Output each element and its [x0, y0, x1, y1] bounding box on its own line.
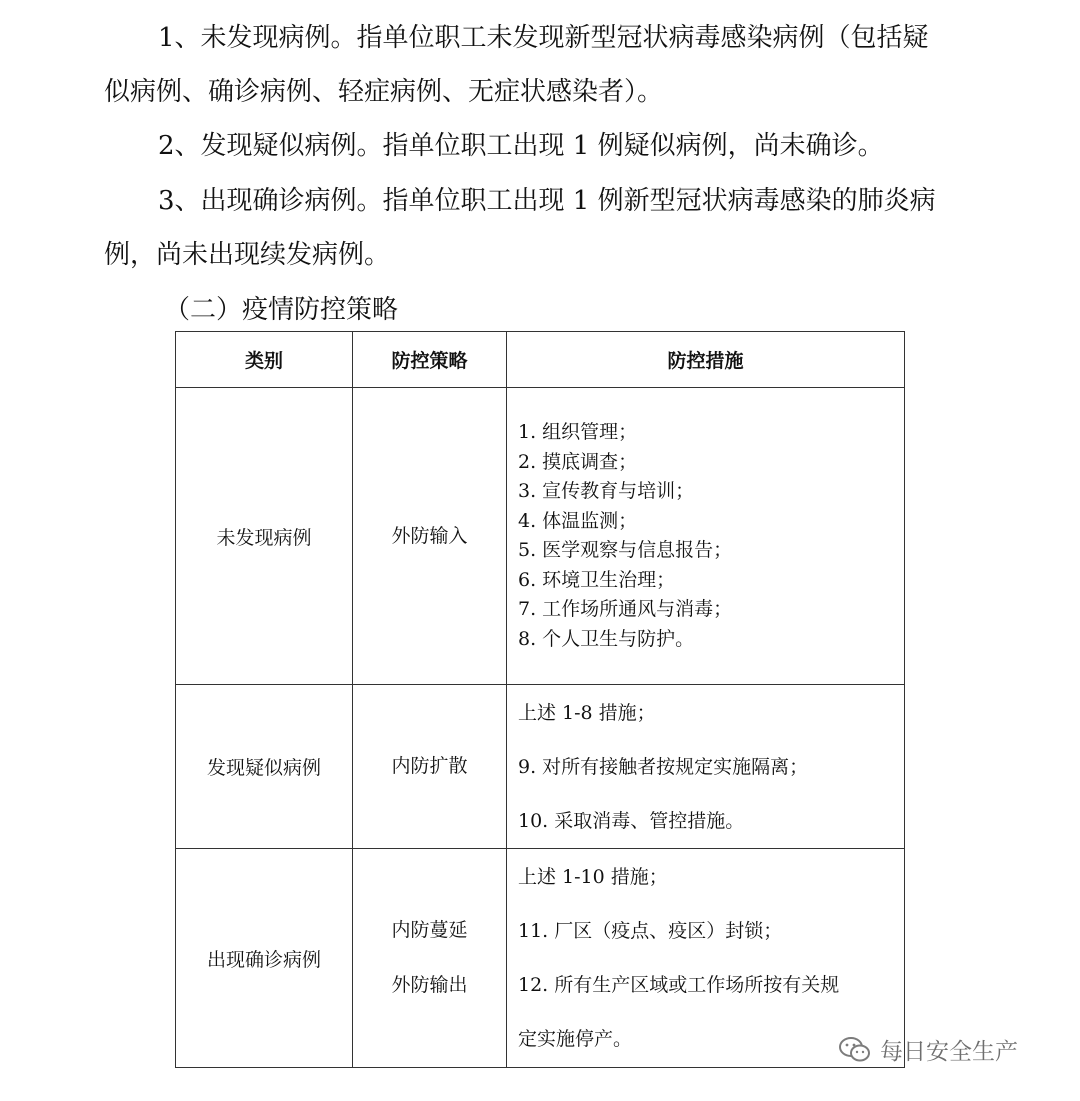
watermark-text: 每日安全生产: [880, 1039, 1018, 1065]
paragraph-3-line-1: 3、出现确诊病例。指单位职工出现 1 例新型冠状病毒感染的肺炎病: [158, 186, 936, 216]
strategy-text: 外防输出: [391, 974, 468, 996]
paragraph-1-line-2: 似病例、确诊病例、轻症病例、无症状感染者）。: [104, 77, 664, 107]
measure-item: 12. 所有生产区域或工作场所按有关规: [518, 974, 840, 996]
measure-item: 8. 个人卫生与防护。: [518, 627, 695, 650]
measure-item: 10. 采取消毒、管控措施。: [518, 809, 745, 832]
paragraph-3: [104, 174, 974, 282]
measure-item: 9. 对所有接触者按规定实施隔离；: [518, 755, 809, 778]
strategy-cell: [353, 388, 507, 685]
strategy-text: 内防扩散: [391, 755, 468, 777]
paragraph-2: [104, 119, 974, 173]
measure-item: 1. 组织管理；: [518, 421, 638, 443]
measure-item: 上述 1-8 措施；: [518, 701, 656, 724]
measure-item: 3. 宣传教育与培训；: [518, 480, 695, 502]
strategy-table: [175, 331, 905, 1068]
strategy-cell: [353, 685, 507, 849]
watermark: [838, 1033, 1018, 1066]
wechat-icon: [838, 1035, 872, 1065]
measure-item: 定实施停产。: [518, 1028, 633, 1050]
header-strategy: 防控策略: [353, 332, 507, 388]
measure-item: 11. 厂区（疫点、疫区）封锁；: [518, 920, 783, 942]
paragraph-1-line-1: 1、未发现病例。指单位职工未发现新型冠状病毒感染病例（包括疑: [158, 23, 929, 53]
table-row: [176, 388, 905, 685]
measures-cell: [507, 388, 905, 685]
strategy-text: 内防蔓延: [391, 919, 468, 941]
strategy-cell: [353, 849, 507, 1068]
category-cell: 发现疑似病例: [176, 685, 353, 849]
measure-item: 上述 1-10 措施；: [518, 866, 668, 888]
measure-item: 5. 医学观察与信息报告；: [518, 539, 733, 561]
header-measures: 防控措施: [507, 332, 905, 388]
paragraph-2-text: 2、发现疑似病例。指单位职工出现 1 例疑似病例，尚未确诊。: [158, 131, 884, 161]
measure-item: 4. 体温监测；: [518, 509, 638, 532]
category-cell: 出现确诊病例: [176, 849, 353, 1068]
strategy-text: 外防输入: [391, 524, 468, 547]
measure-item: 6. 环境卫生治理；: [518, 568, 676, 591]
measure-item: 2. 摸底调查；: [518, 450, 638, 473]
measures-cell: [507, 685, 905, 849]
paragraph-3-line-2: 例，尚未出现续发病例。: [104, 240, 391, 270]
measure-item: 7. 工作场所通风与消毒；: [518, 598, 733, 620]
section-title: （二）疫情防控策略: [164, 295, 399, 325]
header-category: 类别: [176, 332, 353, 388]
paragraph-1: [104, 11, 974, 119]
table-row: [176, 849, 905, 1068]
table-header-row: [176, 332, 905, 388]
category-cell: 未发现病例: [176, 388, 353, 685]
table-row: [176, 685, 905, 849]
